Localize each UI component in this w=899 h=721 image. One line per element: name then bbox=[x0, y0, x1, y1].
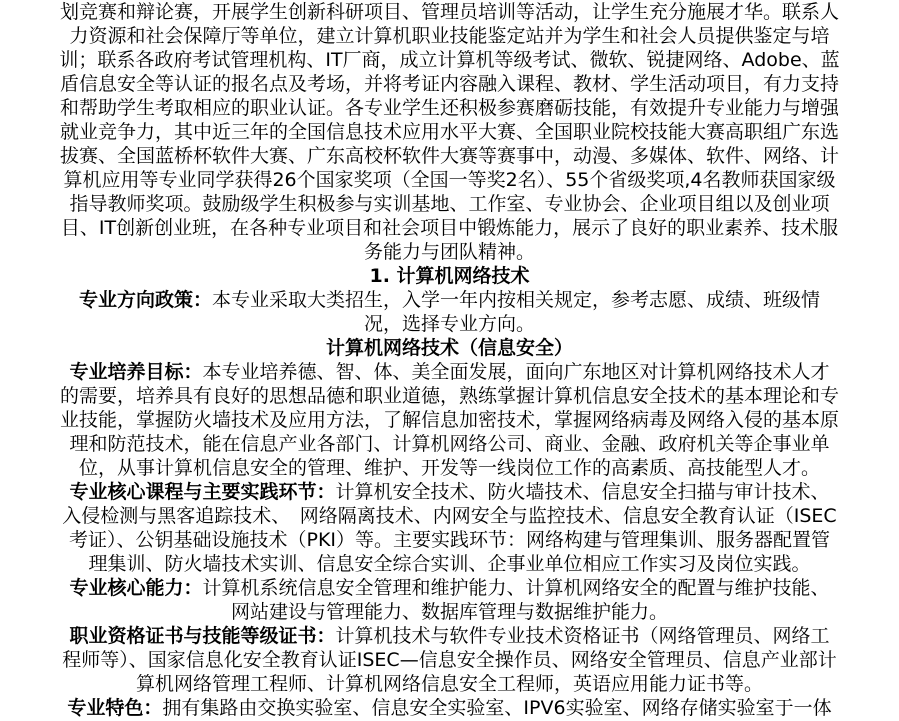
bold-label: 专业核心能力： bbox=[69, 577, 203, 599]
line-text: 况，选择专业方向。 bbox=[363, 313, 535, 335]
text-line bbox=[0, 264, 899, 288]
text-line bbox=[0, 312, 899, 336]
bold-label: 职业资格证书与技能等级证书： bbox=[69, 625, 336, 647]
line-text: 网站建设与管理能力、数据库管理与数据维护能力。 bbox=[230, 601, 668, 623]
text-line bbox=[0, 216, 899, 240]
text-line bbox=[0, 96, 899, 120]
text-line bbox=[0, 144, 899, 168]
text-line bbox=[0, 48, 899, 72]
bold-label: 专业方向政策： bbox=[78, 289, 212, 311]
text-line bbox=[0, 336, 899, 360]
line-text: 理和防范技术，能在信息产业各部门、计算机网络公司、商业、金融、政府机关等企事业单 bbox=[69, 433, 830, 455]
text-line bbox=[0, 192, 899, 216]
line-text: 计算机技术与软件专业技术资格证书（网络管理员、网络工 bbox=[335, 625, 830, 647]
line-text: 位，从事计算机信息安全的管理、维护、开发等一线岗位工作的高素质、高技能型人才。 bbox=[78, 457, 820, 479]
text-line bbox=[0, 504, 899, 528]
bold-label: 专业核心课程与主要实践环节： bbox=[69, 481, 336, 503]
text-line bbox=[0, 576, 899, 600]
text-line bbox=[0, 528, 899, 552]
text-line bbox=[0, 0, 899, 24]
text-line bbox=[0, 288, 899, 312]
text-line bbox=[0, 672, 899, 696]
line-text: 指导教师奖项。鼓励级学生积极参与实训基地、工作室、专业协会、企业项目组以及创业项 bbox=[69, 193, 830, 215]
line-text: 拥有集路由交换实验室、信息安全实验室、IPV6实验室、网络存储实验室于一体 bbox=[162, 697, 832, 719]
line-text: 算机应用等专业同学获得26个国家奖项（全国一等奖2名）、55个省级奖项,4名教师获国家级 bbox=[63, 169, 836, 191]
text-line bbox=[0, 72, 899, 96]
line-text: 盾信息安全等认证的报名点及考场，并将考证内容融入课程、教材、学生活动项目，有力支持 bbox=[59, 73, 839, 95]
line-text: 程师等）、国家信息化安全教育认证ISEC—信息安全操作员、网络安全管理员、信息产业部计 bbox=[62, 649, 837, 671]
text-line bbox=[0, 648, 899, 672]
text-line bbox=[0, 360, 899, 384]
text-line bbox=[0, 384, 899, 408]
bold-label: 1. 计算机网络技术 bbox=[369, 265, 530, 287]
bold-label: 专业培养目标： bbox=[69, 361, 203, 383]
line-text: 考证）、公钥基础设施技术（PKI）等。主要实践环节：网络构建与管理集训、服务器配置管 bbox=[68, 529, 831, 551]
text-line bbox=[0, 24, 899, 48]
line-text: 务能力与团队精神。 bbox=[363, 241, 535, 263]
bold-label: 专业特色： bbox=[67, 697, 163, 719]
line-text: 计算机安全技术、防火墙技术、信息安全扫描与审计技术、 bbox=[335, 481, 830, 503]
line-text: 本专业培养德、智、体、美全面发展，面向广东地区对计算机网络技术人才 bbox=[202, 361, 830, 383]
line-text: 拔赛、全国蓝桥杯软件大赛、广东高校杯软件大赛等赛事中，动漫、多媒体、软件、网络、计 bbox=[59, 145, 839, 167]
line-text: 入侵检测与黑客追踪技术、 网络隔离技术、内网安全与监控技术、信息安全教育认证（ISEC bbox=[62, 505, 837, 527]
text-line bbox=[0, 168, 899, 192]
line-text: 本专业采取大类招生，入学一年内按相关规定，参考志愿、成绩、班级情 bbox=[212, 289, 821, 311]
line-text: 理集训、防火墙技术实训、信息安全综合实训、企事业单位相应工作实习及岗位实践。 bbox=[88, 553, 811, 575]
text-line bbox=[0, 120, 899, 144]
line-text: 算机网络管理工程师、计算机网络信息安全工程师，英语应用能力证书等。 bbox=[135, 673, 763, 695]
line-text: 的需要，培养具有良好的思想品德和职业道德，熟练掌握计算机信息安全技术的基本理论和专 bbox=[59, 385, 839, 407]
line-text: 计算机系统信息安全管理和维护能力、计算机网络安全的配置与维护技能、 bbox=[202, 577, 830, 599]
line-text: 划竞赛和辩论赛，开展学生创新科研项目、管理员培训等活动，让学生充分施展才华。联系人 bbox=[59, 1, 839, 23]
text-line bbox=[0, 240, 899, 264]
text-line bbox=[0, 432, 899, 456]
text-line bbox=[0, 624, 899, 648]
bold-label: 计算机网络技术（信息安全） bbox=[325, 337, 573, 359]
text-line bbox=[0, 456, 899, 480]
line-text: 和帮助学生考取相应的职业认证。各专业学生还积极参赛磨砺技能，有效提升专业能力与增强 bbox=[59, 97, 839, 119]
text-line bbox=[0, 696, 899, 720]
text-line bbox=[0, 408, 899, 432]
line-text: 训；联系各政府考试管理机构、IT厂商，成立计算机等级考试、微软、锐捷网络、Adobe、蓝 bbox=[59, 49, 840, 71]
line-text: 目、IT创新创业班，在各种专业项目和社会项目中锻炼能力，展示了良好的职业素养、技术服 bbox=[60, 217, 839, 239]
line-text: 业技能，掌握防火墙技术及应用方法，了解信息加密技术，掌握网络病毒及网络入侵的基本原 bbox=[59, 409, 839, 431]
line-text: 就业竞争力，其中近三年的全国信息技术应用水平大赛、全国职业院校技能大赛高职组广东选 bbox=[59, 121, 839, 143]
line-text: 力资源和社会保障厅等单位，建立计算机职业技能鉴定站并为学生和社会人员提供鉴定与培 bbox=[69, 25, 830, 47]
text-line bbox=[0, 600, 899, 624]
text-line bbox=[0, 552, 899, 576]
text-line bbox=[0, 480, 899, 504]
